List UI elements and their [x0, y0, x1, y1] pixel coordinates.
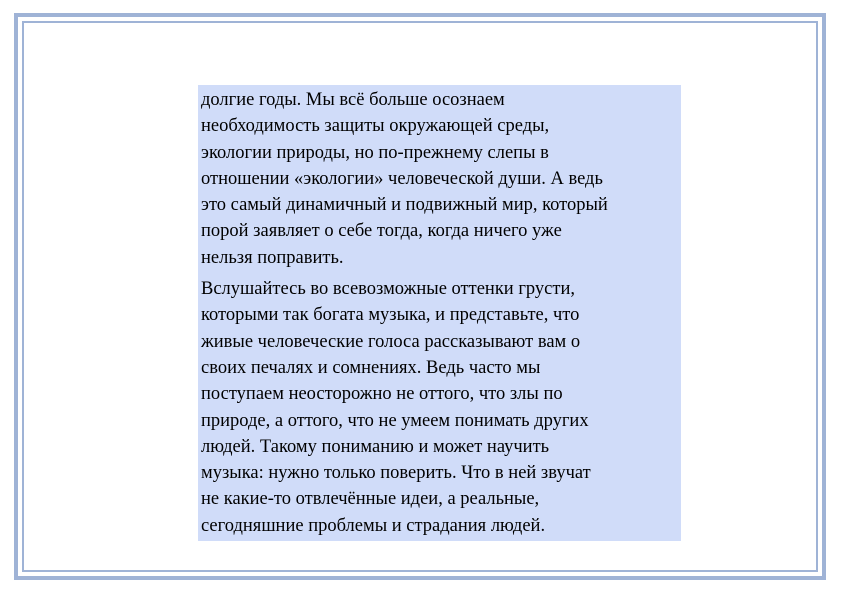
paragraph-1: долгие годы. Мы всё больше осознаем необходимость защиты окружающей среды, экологии природы, но по-прежнему слепы в отношении «экологии» человеческой души. А ведь это самый динамичный и подвижный мир, который порой заявляет о себе тогда, когда ничего уже нельзя поправить.: [201, 90, 608, 268]
text-block: [198, 85, 681, 541]
paragraph-2: Вслушайтесь во всевозможные оттенки грусти, которыми так богата музыка, и представьте, что живые человеческие голоса рассказывают вам о своих печалях и сомнениях. Ведь часто мы поступаем неосторожно не оттого, что злы по природе, а оттого, что не умеем понимать других людей. Такому пониманию и может научить музыка: нужно только поверить. Что в ней звучат не какие-то отвлечённые идеи, а реальные, сегодняшние проблемы и страдания людей.: [201, 279, 591, 536]
